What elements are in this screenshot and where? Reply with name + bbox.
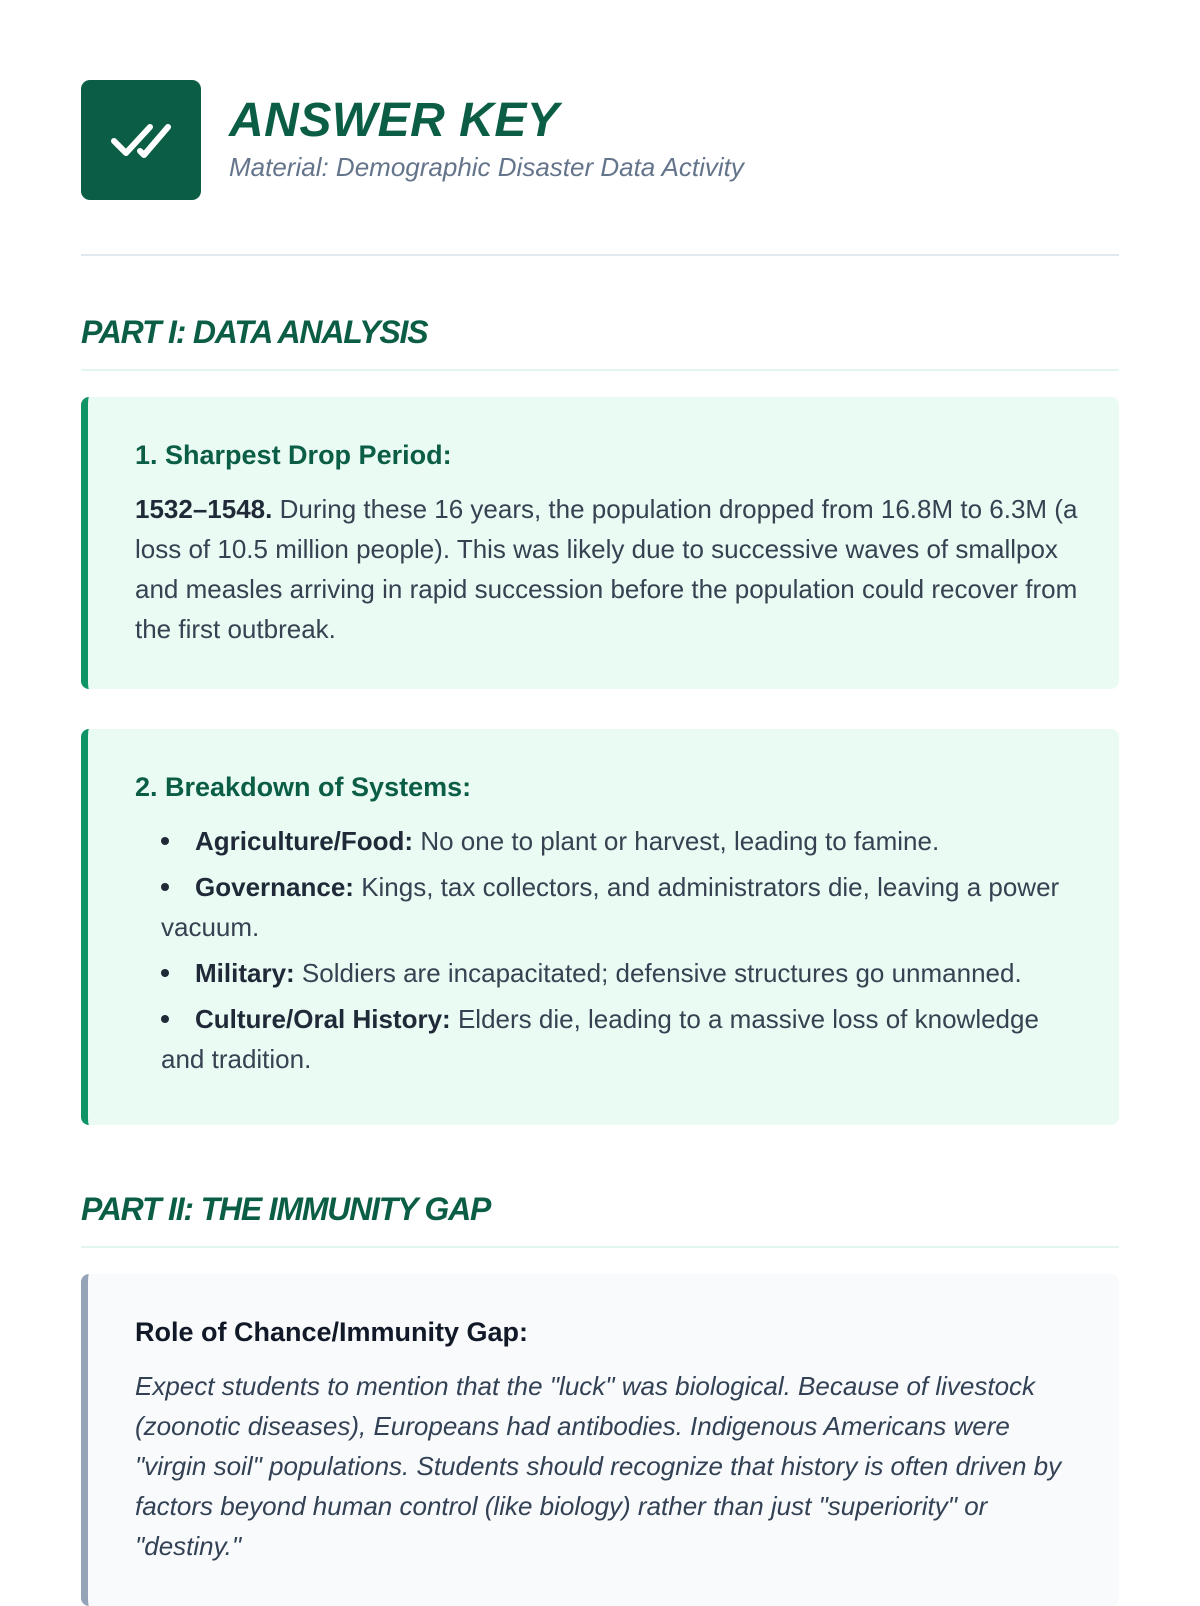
- q1-heading: 1. Sharpest Drop Period:: [135, 440, 452, 470]
- list-item-label: Culture/Oral History:: [195, 1004, 451, 1034]
- bullet-icon: [161, 1015, 169, 1023]
- q3-answer: Expect students to mention that the "luck" was biological. Because of livestock (zoonotic diseases), Europeans had antibodies. Indigenous Americans were "virgin soil" populations. Students should recognize that history is often driven by factors beyond human control (like biology) rather than just "superiority" or "destiny.": [135, 1371, 1062, 1561]
- list-item-text: Soldiers are incapacitated; defensive structures go unmanned.: [301, 958, 1022, 988]
- q2-list: [135, 821, 1079, 1079]
- list-item: [161, 953, 1079, 993]
- bullet-icon: [161, 883, 169, 891]
- list-item: [161, 821, 1079, 861]
- answer-card-q2: [81, 729, 1119, 1125]
- list-item-label: Governance:: [195, 872, 354, 902]
- q1-answer: [135, 489, 1079, 649]
- answer-card-q1: [81, 397, 1119, 689]
- q3-heading: Role of Chance/Immunity Gap:: [135, 1317, 529, 1347]
- list-item-label: Agriculture/Food:: [195, 826, 414, 856]
- list-item-text: No one to plant or harvest, leading to famine.: [420, 826, 940, 856]
- bullet-icon: [161, 969, 169, 977]
- list-item-text: Elders die, leading to a massive loss of knowledge and tradition.: [161, 1004, 1039, 1074]
- list-item-text: Kings, tax collectors, and administrators die, leaving a power vacuum.: [161, 872, 1060, 942]
- page-title: ANSWER KEY: [229, 94, 560, 147]
- section-title-part-2: PART II: THE IMMUNITY GAP: [81, 1189, 1119, 1248]
- double-check-glyph: [110, 119, 172, 161]
- answer-card-q3: [81, 1274, 1119, 1606]
- header: [81, 80, 1119, 200]
- double-check-icon: [81, 80, 201, 200]
- list-item: [161, 867, 1079, 947]
- q1-answer-lead: 1532–1548.: [135, 494, 273, 524]
- header-text: [229, 93, 744, 183]
- list-item-label: Military:: [195, 958, 295, 988]
- page-subtitle: Material: Demographic Disaster Data Activity: [229, 152, 744, 182]
- header-divider: [81, 254, 1119, 256]
- q2-heading: 2. Breakdown of Systems:: [135, 772, 472, 802]
- bullet-icon: [161, 837, 169, 845]
- section-title-part-1: PART I: DATA ANALYSIS: [81, 312, 1119, 371]
- q1-answer-text: During these 16 years, the population dropped from 16.8M to 6.3M (a loss of 10.5 million people). This was likely due to successive waves of smallpox and measles arriving in rapid succession before the population could recover from the first outbreak.: [135, 494, 1078, 644]
- list-item: [161, 999, 1079, 1079]
